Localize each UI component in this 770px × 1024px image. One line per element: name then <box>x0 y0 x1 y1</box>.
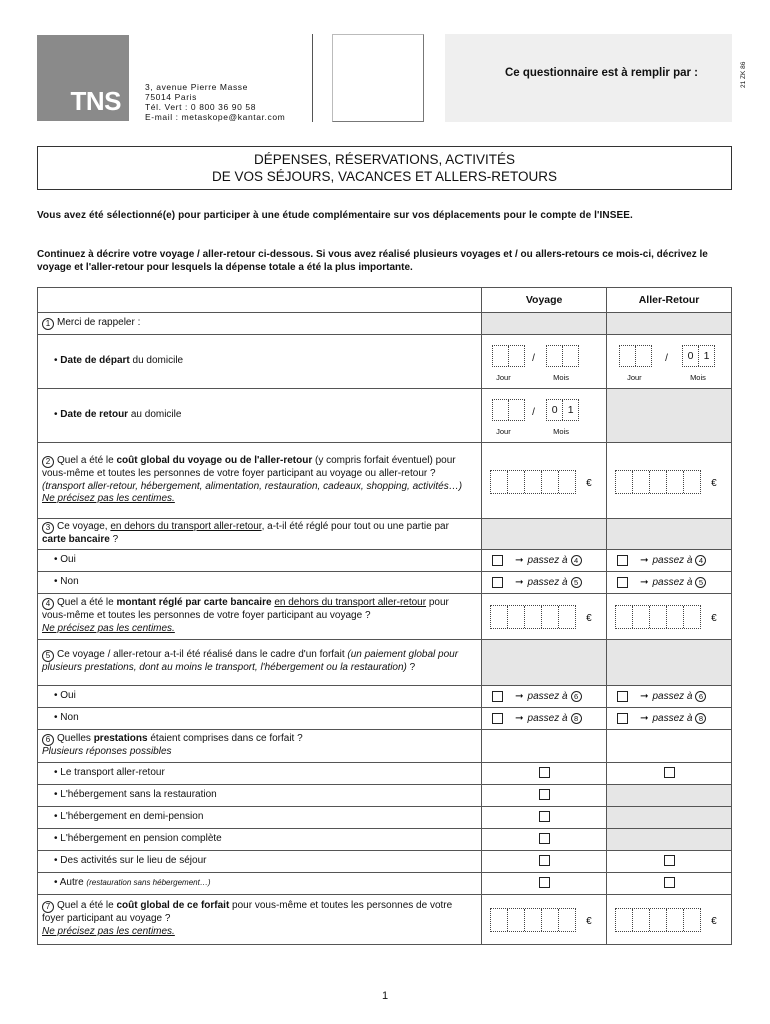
month-digit: 1 <box>567 403 574 416</box>
arrow-icon: ➞ <box>640 712 649 724</box>
q6-voyage-demi-pension-checkbox[interactable] <box>539 811 550 822</box>
month-digit: 0 <box>547 400 563 420</box>
logo-text: TNS <box>70 86 121 116</box>
q2-e: Ne précisez pas les centimes. <box>42 493 175 505</box>
passez-label: passez à <box>527 712 568 724</box>
q2-text <box>38 443 482 519</box>
title-line-1: DÉPENSES, RÉSERVATIONS, ACTIVITÉS <box>253 152 516 167</box>
q6-d: Plusieurs réponses possibles <box>42 745 172 757</box>
retour-rest: au domicile <box>128 409 182 421</box>
ar-depart-month-input[interactable] <box>682 345 715 367</box>
euro-symbol: € <box>711 613 717 624</box>
header-blank <box>38 288 482 313</box>
q3-d: carte bancaire <box>42 534 110 545</box>
goto-number: 8 <box>695 713 706 724</box>
jour-label: Jour <box>496 426 511 436</box>
euro-symbol: € <box>711 477 717 489</box>
header-divider <box>312 34 313 122</box>
q7-number: 7 <box>42 901 54 913</box>
passez-label: passez à <box>652 690 693 702</box>
q6-a: Quelles <box>57 732 94 744</box>
q6-c: étaient comprises dans ce forfait ? <box>147 732 303 744</box>
depart-bold: Date de départ <box>60 355 130 367</box>
q1-label: Merci de rappeler : <box>57 317 141 328</box>
jour-label: Jour <box>627 372 642 382</box>
q4-number: 4 <box>42 598 54 610</box>
q4-ar-amount[interactable] <box>615 605 701 629</box>
q6-voyage-autre-checkbox[interactable] <box>539 877 550 888</box>
q3-e: ? <box>109 534 119 545</box>
q5-voyage-non-checkbox[interactable] <box>492 713 503 724</box>
arrow-icon: ➞ <box>515 554 524 566</box>
q3-number: 3 <box>42 522 54 534</box>
q5-number: 5 <box>42 650 54 662</box>
passez-label: passez à <box>527 690 568 702</box>
q4-text <box>38 593 482 639</box>
ar-depart-date <box>607 335 732 389</box>
goto-number: 5 <box>571 577 582 588</box>
q3-oui-label: • Oui <box>38 549 482 571</box>
depart-day-input[interactable] <box>492 345 525 367</box>
page-title <box>37 146 732 190</box>
address-line: Tél. Vert : 0 800 36 90 58 <box>145 102 257 112</box>
q5-b: (un paiement global pour plusieurs prestations, dont au moins le transport, l'hébergement ou la restauration) <box>42 649 459 674</box>
q6-b: prestations <box>93 732 148 744</box>
intro-text: Vous avez été sélectionné(e) pour participer à une étude complémentaire sur vos déplacements pour le compte de l'INSEE. <box>37 210 633 221</box>
q4-a: Quel a été le <box>57 597 117 608</box>
month-digit: 1 <box>703 349 710 362</box>
address-line: 3, avenue Pierre Masse <box>145 82 248 92</box>
questionnaire-table <box>37 287 732 945</box>
q3-voyage-non-checkbox[interactable] <box>492 577 503 588</box>
depart-month-input[interactable] <box>546 345 579 367</box>
q6-voyage-activites-checkbox[interactable] <box>539 855 550 866</box>
q1-depart-label: • Date de départ du domicile <box>38 335 482 389</box>
date-slash: / <box>532 406 535 418</box>
q2-b: coût global du voyage ou de l'aller-retour <box>116 455 313 467</box>
q4-voyage-amount[interactable] <box>490 605 576 629</box>
q2-d: (transport aller-retour, hébergement, alimentation, restauration, cadeaux, shopping, activités…) <box>42 480 463 492</box>
goto-number: 4 <box>571 555 582 566</box>
form-code: 21 ZK 86 <box>740 61 747 88</box>
goto-number: 6 <box>695 691 706 702</box>
q7-b: coût global de ce forfait <box>116 900 230 911</box>
title-line-2: DE VOS SÉJOURS, VACANCES ET ALLERS-RETOURS <box>211 169 558 184</box>
q2-voyage-amount[interactable] <box>490 470 576 494</box>
passez-label: passez à <box>652 554 693 566</box>
respondent-label: Ce questionnaire est à remplir par : <box>504 67 698 79</box>
instructions-text: Continuez à décrire votre voyage / aller-retour ci-dessous. Si vous avez réalisé plusieurs voyages et / ou allers-retours ce mois-ci, décrivez le voyage et l'aller-retour pour lesquels la dépense totale a été la plus importante. <box>37 249 708 273</box>
q5-oui-label: • Oui <box>38 685 482 707</box>
q1-number: 1 <box>42 318 54 330</box>
q4-e: pour vous-même et toutes les personnes de votre foyer participant au voyage ? <box>42 597 449 621</box>
mois-label: Mois <box>553 426 569 436</box>
retour-bold: Date de retour <box>60 409 129 421</box>
q5-ar-oui-checkbox[interactable] <box>617 691 628 702</box>
q3-c: , a-t-il été réglé pour tout ou une partie par <box>261 521 449 532</box>
q6-voyage-hebergement-checkbox[interactable] <box>539 789 550 800</box>
passez-label: passez à <box>527 576 568 588</box>
q6-item: • Des activités sur le lieu de séjour <box>38 850 482 872</box>
q3-text <box>38 519 482 550</box>
passez-label: passez à <box>527 554 568 566</box>
page-number: 1 <box>381 990 389 1002</box>
goto-number: 4 <box>695 555 706 566</box>
arrow-icon: ➞ <box>515 712 524 724</box>
q3-ar-oui-checkbox[interactable] <box>617 555 628 566</box>
voyage-depart-date <box>482 335 607 389</box>
q4-b: montant réglé par carte bancaire <box>116 597 272 608</box>
q7-ar-amount[interactable] <box>615 908 701 932</box>
respondent-box[interactable] <box>445 34 732 122</box>
q4-d: en dehors du transport aller-retour <box>274 597 427 608</box>
q7-voyage-amount[interactable] <box>490 908 576 932</box>
q1-text <box>38 313 482 335</box>
q2-number: 2 <box>42 456 54 468</box>
address-block <box>145 82 285 122</box>
euro-symbol: € <box>586 477 592 489</box>
goto-number: 6 <box>571 691 582 702</box>
q6-voyage-pension-complete-checkbox[interactable] <box>539 833 550 844</box>
passez-label: passez à <box>652 576 693 588</box>
q6-ar-autre-checkbox[interactable] <box>664 877 675 888</box>
q5-a: Ce voyage / aller-retour a-t-il été réalisé dans le cadre d'un forfait <box>57 649 348 661</box>
q7-a: Quel a été le <box>57 900 117 911</box>
date-slash: / <box>532 352 535 364</box>
voyage-retour-date <box>482 389 607 443</box>
q6-item-autre <box>38 872 482 894</box>
q5-text <box>38 639 482 685</box>
arrow-icon: ➞ <box>515 576 524 588</box>
tns-logo <box>37 35 129 121</box>
q6-item: • L'hébergement en pension complète <box>38 828 482 850</box>
q7-text <box>38 894 482 944</box>
address-line: 75014 Paris <box>145 92 197 102</box>
q2-c: (y compris forfait éventuel) pour vous-même et toutes les personnes de votre foyer participant au voyage ou aller-retour ? <box>42 455 456 480</box>
retour-month-input[interactable] <box>546 399 579 421</box>
arrow-icon: ➞ <box>640 576 649 588</box>
q6-item: • Le transport aller-retour <box>38 762 482 784</box>
arrow-icon: ➞ <box>640 554 649 566</box>
q4-f: Ne précisez pas les centimes. <box>42 622 175 634</box>
arrow-icon: ➞ <box>640 690 649 702</box>
col-voyage: Voyage <box>482 288 607 313</box>
q1-retour-label: • Date de retour au domicile <box>38 389 482 443</box>
goto-number: 5 <box>695 577 706 588</box>
ar-depart-day-input[interactable] <box>619 345 652 367</box>
q3-voyage-oui-checkbox[interactable] <box>492 555 503 566</box>
q6-ar-activites-checkbox[interactable] <box>664 855 675 866</box>
address-line: E-mail : metaskope@kantar.com <box>145 112 286 122</box>
q6-number: 6 <box>42 734 54 746</box>
mois-label: Mois <box>690 372 706 382</box>
date-slash: / <box>665 352 668 364</box>
euro-symbol: € <box>586 916 592 927</box>
retour-day-input[interactable] <box>492 399 525 421</box>
goto-number: 8 <box>571 713 582 724</box>
q6-text <box>38 729 482 762</box>
q6-voyage-transport-checkbox[interactable] <box>539 767 550 778</box>
passez-label: passez à <box>652 712 693 724</box>
col-aller-retour: Aller-Retour <box>607 288 732 313</box>
q2-ar-amount[interactable] <box>615 470 701 494</box>
q7-c: pour vous-même et toutes les personnes de votre foyer participant au voyage ? <box>42 900 453 924</box>
mois-label: Mois <box>553 372 569 382</box>
q6-ar-transport-checkbox[interactable] <box>664 767 675 778</box>
q2-a: Quel a été le <box>57 455 117 467</box>
euro-symbol: € <box>586 613 592 624</box>
q3-ar-non-checkbox[interactable] <box>617 577 628 588</box>
q3-non-label: • Non <box>38 571 482 593</box>
q7-d: Ne précisez pas les centimes. <box>42 925 175 937</box>
q5-voyage-oui-checkbox[interactable] <box>492 691 503 702</box>
autre-label: • Autre <box>54 876 87 888</box>
q5-c: ? <box>406 662 416 674</box>
arrow-icon: ➞ <box>515 690 524 702</box>
autre-note: (restauration sans hébergement…) <box>86 877 211 887</box>
euro-symbol: € <box>711 916 717 927</box>
q5-non-label: • Non <box>38 707 482 729</box>
stamp-box <box>332 34 424 122</box>
q3-b: en dehors du transport aller-retour <box>110 521 262 532</box>
q6-item: • L'hébergement sans la restauration <box>38 784 482 806</box>
depart-rest: du domicile <box>129 355 184 367</box>
q6-item: • L'hébergement en demi-pension <box>38 806 482 828</box>
jour-label: Jour <box>496 372 511 382</box>
month-digit: 0 <box>683 346 699 366</box>
q3-a: Ce voyage, <box>57 521 111 532</box>
q5-ar-non-checkbox[interactable] <box>617 713 628 724</box>
